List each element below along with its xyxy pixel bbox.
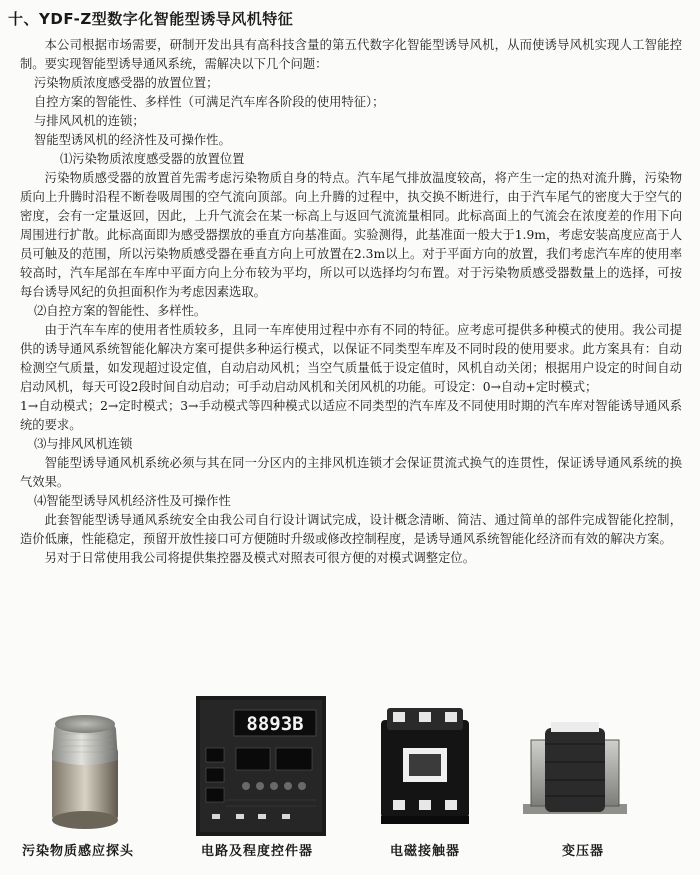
- section-2-modes: 1→自动模式；2→定时模式；3→手动模式等四种模式以适应不同类型的汽车库及不同使用时期的汽车库对智能诱导通风系统的要求。: [20, 399, 682, 432]
- issue-item: 污染物质浓度感受器的放置位置；: [34, 76, 219, 90]
- controller-caption: 电路及程度控件器: [201, 844, 314, 859]
- issue-item: 与排风风机的连锁；: [34, 114, 145, 128]
- issue-item: 智能型诱风机的经济性及可操作性。: [34, 133, 231, 147]
- sensor-probe-photo: [30, 700, 140, 835]
- controller-board-photo: [196, 696, 326, 836]
- contactor-photo: [375, 704, 475, 834]
- transformer-caption: 变压器: [562, 844, 605, 859]
- product-photos: [0, 690, 700, 875]
- section-1-paragraph: 污染物质感受器的放置首先需考虑污染物质自身的特点。汽车尾气排放温度较高，将产生一定的热对流升腾，污染物质向上升腾时沿程不断卷吸周围的空气流向顶部。向上升腾的过程中，执交换不断进行，由于汽车尾气的密度大于空气的密度，会有一定量返回，因此，上升气流会在某一标高上与返回气流流量相同。此标高面上的气流会在浓度差的作用下向周围进行扩散。此标高面即为感受器摆放的垂直方向基准面。实验测得，此基准面一般大于1.9m，考虑安装高度应高于人员可触及的范围，所以污染物质感受器在垂直方向上可放置在2.3m以上。对于平面方向的放置，我们考虑汽车库的使用率较高时，汽车尾部在车库中平面方向上分布较为平均，所以可以选择均匀布置。对于污染物质感受器数量上的选择，可按每台诱导风纪的负担面积作为考虑因素选取。: [20, 171, 682, 299]
- issue-item: 自控方案的智能性、多样性（可满足汽车库各阶段的使用特征）；: [34, 95, 385, 109]
- section-heading-2: ⑵自控方案的智能性、多样性。: [34, 304, 207, 318]
- closing-paragraph: 另对于日常使用我公司将提供集控器及模式对照表可很方便的对模式调整定位。: [44, 551, 475, 565]
- intro-paragraph: 本公司根据市场需要，研制开发出具有高科技含量的第五代数字化智能型诱导风机，从而使诱导风机实现人工智能控制。要实现智能型诱导通风系统，需解决以下几个问题：: [20, 38, 682, 71]
- section-heading-4: ⑷智能型诱导风机经济性及可操作性: [34, 494, 231, 508]
- transformer-photo: [515, 722, 635, 822]
- contactor-caption: 电磁接触器: [390, 844, 461, 859]
- page-title: 十、YDF-Z型数字化智能型诱导风机特征: [8, 10, 294, 28]
- display-readout: 8893B: [246, 713, 304, 735]
- body-text: [20, 36, 682, 568]
- section-4-paragraph: 此套智能型诱导通风系统安全由我公司自行设计调试完成，设计概念清晰、简洁、通过简单的部件完成智能化控制，造价低廉，性能稳定，预留开放性接口可方便随时升级或修改控制程度，是诱导通风系统智能化经济而有效的解决方案。: [20, 513, 682, 546]
- section-2-paragraph: 由于汽车车库的使用者性质较多，且同一车库使用过程中亦有不同的特征。应考虑可提供多种模式的使用。我公司提供的诱导通风系统智能化解决方案可提供多种运行模式，以保证不同类型车库及不同时段的使用要求。此方案具有：自动检测空气质量，如发现超过设定值，自动启动风机；当空气质量低于设定值时，风机自动关闭；根据用户设定的时间自动启动风机，每天可设2段时间自动启动；可手动启动风机和关闭风机的功能。可设定：0→自动+定时模式；: [20, 323, 682, 394]
- section-3-paragraph: 智能型诱导通风机系统必须与其在同一分区内的主排风机连锁才会保证贯流式换气的连贯性，保证诱导通风系统的换气效果。: [20, 456, 682, 489]
- section-heading-1: ⑴污染物质浓度感受器的放置位置: [60, 152, 245, 166]
- section-heading-3: ⑶与排风风机连锁: [34, 437, 133, 451]
- sensor-caption: 污染物质感应探头: [22, 844, 135, 859]
